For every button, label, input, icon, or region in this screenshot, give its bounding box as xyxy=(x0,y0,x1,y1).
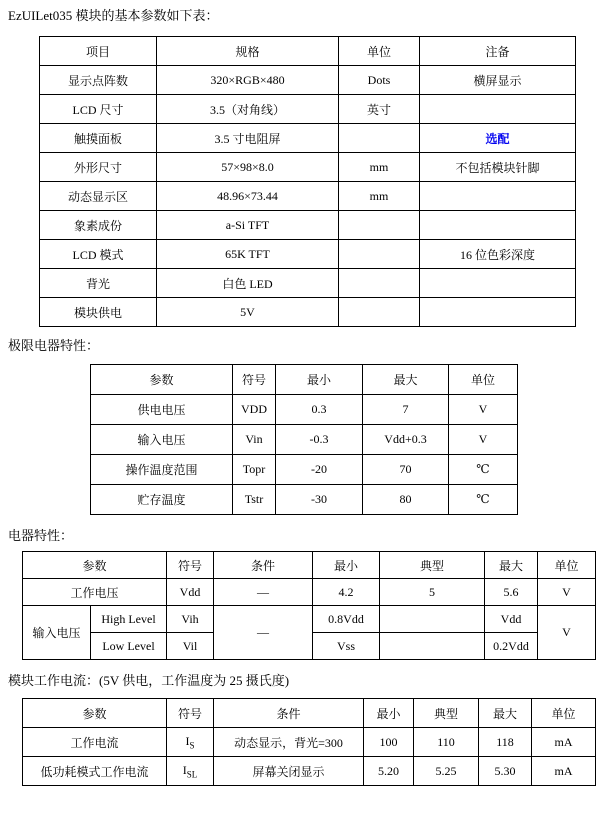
cell-spec: 5V xyxy=(157,298,339,327)
cell-spec: 320×RGB×480 xyxy=(157,66,339,95)
cell-note: 不包括模块针脚 xyxy=(420,153,576,182)
cell-symbol: VDD xyxy=(233,395,276,425)
cell-symbol: Vdd xyxy=(167,579,214,606)
table-header-row xyxy=(23,552,596,579)
cell-unit xyxy=(339,211,420,240)
cell-spec: 3.5（对角线） xyxy=(157,95,339,124)
header-cell-symbol: 符号 xyxy=(167,699,214,728)
header-cell-typ: 典型 xyxy=(380,552,485,579)
cell-max: 0.2Vdd xyxy=(485,633,538,660)
cell-param: 操作温度范围 xyxy=(91,455,233,485)
cell-item: 动态显示区 xyxy=(40,182,157,211)
table-row xyxy=(23,728,596,757)
header-cell-param: 参数 xyxy=(91,365,233,395)
header-cell-symbol: 符号 xyxy=(233,365,276,395)
table-row xyxy=(40,153,576,182)
cell-max: 80 xyxy=(363,485,449,515)
cell-typ xyxy=(380,633,485,660)
cell-unit: V xyxy=(538,579,596,606)
cell-item: 触摸面板 xyxy=(40,124,157,153)
cell-param: 贮存温度 xyxy=(91,485,233,515)
cell-min: 4.2 xyxy=(313,579,380,606)
table-row xyxy=(40,240,576,269)
cell-symbol: Vin xyxy=(233,425,276,455)
table-row xyxy=(23,579,596,606)
cell-unit: mA xyxy=(532,728,596,757)
cell-note: 16 位色彩深度 xyxy=(420,240,576,269)
header-cell-typ: 典型 xyxy=(414,699,479,728)
cell-min: 100 xyxy=(364,728,414,757)
table-row xyxy=(40,182,576,211)
cell-level: High Level xyxy=(91,606,167,633)
cell-note xyxy=(420,182,576,211)
table-row xyxy=(91,485,518,515)
table-row xyxy=(23,606,596,633)
table-header-row xyxy=(23,699,596,728)
cell-max: 70 xyxy=(363,455,449,485)
header-cell-condition: 条件 xyxy=(214,552,313,579)
cell-min: -0.3 xyxy=(276,425,363,455)
header-cell-unit: 单位 xyxy=(339,37,420,66)
cell-note xyxy=(420,211,576,240)
cell-typ: 5 xyxy=(380,579,485,606)
header-cell-min: 最小 xyxy=(364,699,414,728)
cell-item: LCD 尺寸 xyxy=(40,95,157,124)
limit-characteristics-table xyxy=(90,364,518,515)
cell-unit: 英寸 xyxy=(339,95,420,124)
cell-param: 供电电压 xyxy=(91,395,233,425)
table-header-row xyxy=(91,365,518,395)
basic-params-table xyxy=(39,36,576,327)
electrical-characteristics-table xyxy=(22,551,596,660)
cell-min: 0.8Vdd xyxy=(313,606,380,633)
cell-spec: 白色 LED xyxy=(157,269,339,298)
cell-spec: 48.96×73.44 xyxy=(157,182,339,211)
table-row xyxy=(40,298,576,327)
cell-param: 输入电压 xyxy=(91,425,233,455)
cell-unit: V xyxy=(449,395,518,425)
cell-symbol: Topr xyxy=(233,455,276,485)
cell-item: LCD 模式 xyxy=(40,240,157,269)
cell-typ xyxy=(380,606,485,633)
limit-section-title: 极限电器特性： xyxy=(8,338,100,353)
cell-item: 背光 xyxy=(40,269,157,298)
cell-min: 0.3 xyxy=(276,395,363,425)
cell-symbol: Tstr xyxy=(233,485,276,515)
cell-item: 外形尺寸 xyxy=(40,153,157,182)
electrical-section-title: 电器特性： xyxy=(8,528,74,543)
cell-unit: mm xyxy=(339,153,420,182)
header-cell-min: 最小 xyxy=(313,552,380,579)
header-cell-item: 项目 xyxy=(40,37,157,66)
cell-typ: 5.25 xyxy=(414,757,479,786)
cell-unit xyxy=(339,269,420,298)
table-row xyxy=(40,66,576,95)
table-row xyxy=(40,95,576,124)
header-cell-symbol: 符号 xyxy=(167,552,214,579)
cell-param: 工作电流 xyxy=(23,728,167,757)
cell-note xyxy=(420,95,576,124)
header-cell-unit: 单位 xyxy=(532,699,596,728)
cell-spec: a-Si TFT xyxy=(157,211,339,240)
cell-max: 7 xyxy=(363,395,449,425)
cell-param: 输入电压 xyxy=(23,606,91,660)
header-cell-param: 参数 xyxy=(23,699,167,728)
cell-note xyxy=(420,124,576,153)
header-cell-min: 最小 xyxy=(276,365,363,395)
cell-spec: 57×98×8.0 xyxy=(157,153,339,182)
cell-symbol: $I_{SL}$ xyxy=(167,757,214,786)
header-cell-unit: 单位 xyxy=(538,552,596,579)
cell-note: 横屏显示 xyxy=(420,66,576,95)
cell-symbol: $I_S$ xyxy=(167,728,214,757)
cell-item: 模块供电 xyxy=(40,298,157,327)
cell-param: 低功耗模式工作电流 xyxy=(23,757,167,786)
header-cell-max: 最大 xyxy=(485,552,538,579)
cell-unit xyxy=(339,298,420,327)
cell-condition: — xyxy=(214,579,313,606)
table-row xyxy=(40,269,576,298)
cell-typ: 110 xyxy=(414,728,479,757)
cell-max: 5.6 xyxy=(485,579,538,606)
cell-min: 5.20 xyxy=(364,757,414,786)
cell-min: -20 xyxy=(276,455,363,485)
table-row xyxy=(91,455,518,485)
cell-unit xyxy=(339,124,420,153)
cell-item: 象素成份 xyxy=(40,211,157,240)
cell-condition: — xyxy=(214,606,313,660)
table-row xyxy=(40,124,576,153)
cell-unit: V xyxy=(449,425,518,455)
table-row xyxy=(23,757,596,786)
table-row xyxy=(40,211,576,240)
cell-condition: 屏幕关闭显示 xyxy=(214,757,364,786)
cell-unit xyxy=(339,240,420,269)
header-cell-note: 注备 xyxy=(420,37,576,66)
cell-level: Low Level xyxy=(91,633,167,660)
header-cell-condition: 条件 xyxy=(214,699,364,728)
cell-unit: ℃ xyxy=(449,485,518,515)
cell-note xyxy=(420,298,576,327)
intro-text: EzUILet035 模块的基本参数如下表： xyxy=(8,8,219,23)
table-row xyxy=(91,395,518,425)
cell-max: 118 xyxy=(479,728,532,757)
cell-condition: 动态显示，背光=300 xyxy=(214,728,364,757)
cell-max: Vdd xyxy=(485,606,538,633)
cell-max: 5.30 xyxy=(479,757,532,786)
cell-spec: 65K TFT xyxy=(157,240,339,269)
header-cell-max: 最大 xyxy=(479,699,532,728)
cell-unit: V xyxy=(538,606,596,660)
table-row xyxy=(91,425,518,455)
cell-unit: ℃ xyxy=(449,455,518,485)
cell-min: -30 xyxy=(276,485,363,515)
cell-unit: mA xyxy=(532,757,596,786)
cell-min: Vss xyxy=(313,633,380,660)
cell-spec: 3.5 寸电阻屏 xyxy=(157,124,339,153)
optional-link[interactable]: 选配 xyxy=(485,131,510,146)
current-section-title: 模块工作电流：(5V 供电，工作温度为 25 摄氏度) xyxy=(8,673,290,688)
cell-max: Vdd+0.3 xyxy=(363,425,449,455)
cell-item: 显示点阵数 xyxy=(40,66,157,95)
cell-note xyxy=(420,269,576,298)
cell-unit: mm xyxy=(339,182,420,211)
cell-symbol: Vih xyxy=(167,606,214,633)
symbol-subscript: SL xyxy=(186,769,198,780)
cell-symbol: Vil xyxy=(167,633,214,660)
cell-unit: Dots xyxy=(339,66,420,95)
header-cell-spec: 规格 xyxy=(157,37,339,66)
symbol-subscript: S xyxy=(189,740,195,751)
table-header-row xyxy=(40,37,576,66)
header-cell-max: 最大 xyxy=(363,365,449,395)
header-cell-unit: 单位 xyxy=(449,365,518,395)
header-cell-param: 参数 xyxy=(23,552,167,579)
cell-param: 工作电压 xyxy=(23,579,167,606)
operating-current-table xyxy=(22,698,596,786)
